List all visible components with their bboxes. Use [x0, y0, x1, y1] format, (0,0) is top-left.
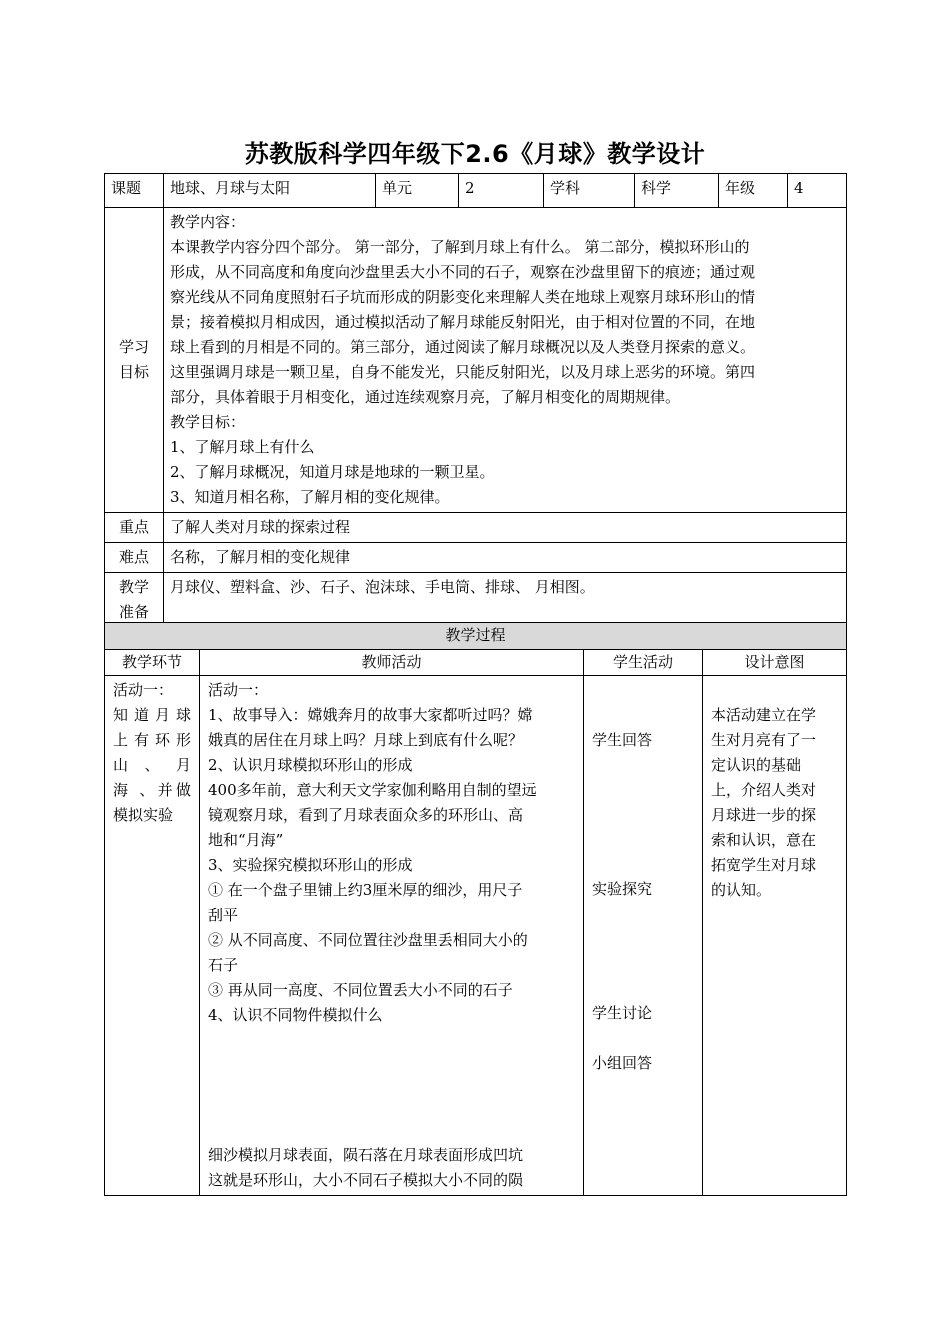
- intent-line: 的认知。: [711, 881, 772, 899]
- goal-item: 3、知道月相名称，了解月相的变化规律。: [170, 488, 450, 506]
- objectives-content: [164, 208, 847, 513]
- process-title: 教学过程: [105, 623, 847, 650]
- teacher-line: 地和“月海”: [208, 831, 284, 849]
- column-header: 教师活动: [200, 650, 584, 676]
- unit-label: 单元: [376, 174, 459, 208]
- preparation-label: 教学 准备: [105, 573, 164, 627]
- teacher-line: ② 从不同高度、不同位置往沙盘里丢相同大小的: [208, 931, 528, 949]
- stage-line: 模拟实验: [113, 806, 174, 824]
- difficulty-label: 难点: [105, 543, 164, 573]
- objectives-label: 学习 目标: [105, 208, 164, 513]
- grade-label: 年级: [719, 174, 788, 208]
- intent-line: 索和认识，意在: [711, 831, 817, 849]
- page-title: 苏教版科学四年级下2.6《月球》教学设计: [244, 140, 706, 168]
- stage-line: 活动一：: [113, 681, 174, 699]
- process-header-row: [105, 650, 847, 676]
- process-table: [104, 622, 847, 1196]
- intent-line: 生对月亮有了一: [711, 731, 817, 749]
- teacher-line: 镜观察月球，看到了月球表面众多的环形山、高: [208, 806, 524, 824]
- header-row: [105, 174, 847, 208]
- teacher-line: 石子: [208, 956, 239, 974]
- subject-value: 科学: [635, 174, 719, 208]
- content-line: 察光线从不同角度照射石子坑而形成的阴影变化来理解人类在地球上观察月球环形山的情: [170, 288, 756, 306]
- intent-line: 上，介绍人类对: [711, 781, 817, 799]
- content-heading: 教学内容：: [170, 213, 246, 231]
- teacher-activity-cell: [200, 676, 584, 1196]
- content-line: 形成，从不同高度和角度向沙盘里丢大小不同的石子，观察在沙盘里留下的痕迹；通过观: [170, 263, 756, 281]
- content-line: 球上看到的月相是不同的。第三部分，通过阅读了解月球概况以及人类登月探索的意义。: [170, 338, 756, 356]
- key-point-value: 了解人类对月球的探索过程: [164, 513, 847, 543]
- teacher-line: 4、认识不同物件模拟什么: [208, 1006, 383, 1024]
- grade-value: 4: [788, 174, 847, 208]
- difficulty-value: 名称，了解月相的变化规律: [164, 543, 847, 573]
- course-info-table: [104, 173, 847, 627]
- stage-line: 上有环形: [113, 731, 191, 749]
- stage-cell: [105, 676, 200, 1196]
- teacher-line: 刮平: [208, 906, 239, 924]
- student-activity: 学生回答: [592, 731, 653, 749]
- preparation-value: 月球仪、塑料盒、沙、石子、泡沫球、手电筒、排球、 月相图。: [164, 573, 847, 627]
- teacher-line: 400多年前，意大利天文学家伽利略用自制的望远: [208, 781, 537, 799]
- content-line: 本课教学内容分四个部分。 第一部分，了解到月球上有什么。 第二部分，模拟环形山的: [170, 238, 750, 256]
- stage-line: 山 、 月: [113, 756, 191, 774]
- intent-line: 月球进一步的探: [711, 806, 817, 824]
- student-activity-cell: [584, 676, 703, 1196]
- topic-label: 课题: [105, 174, 164, 208]
- difficulty-row: [105, 543, 847, 573]
- teacher-line: 1、故事导入：嫦娥奔月的故事大家都听过吗？嫦: [208, 706, 533, 724]
- unit-value: 2: [459, 174, 544, 208]
- teacher-line: ① 在一个盘子里铺上约3厘米厚的细沙，用尺子: [208, 881, 523, 899]
- student-activity: 实验探究: [592, 880, 653, 898]
- activity-row: [105, 676, 847, 1196]
- preparation-row: [105, 573, 847, 627]
- design-intent-cell: [703, 676, 847, 1196]
- intent-line: 本活动建立在学: [711, 706, 817, 724]
- intent-line: 定认识的基础: [711, 756, 802, 774]
- goal-item: 2、了解月球概况，知道月球是地球的一颗卫星。: [170, 463, 495, 481]
- topic-value: 地球、月球与太阳: [164, 174, 376, 208]
- process-title-row: [105, 623, 847, 650]
- key-point-label: 重点: [105, 513, 164, 543]
- teacher-line: ③ 再从同一高度、不同位置丢大小不同的石子: [208, 981, 513, 999]
- teacher-line: 2、认识月球模拟环形山的形成: [208, 756, 413, 774]
- content-line: 景；接着模拟月相成因，通过模拟活动了解月球能反射阳光，由于相对位置的不同，在地: [170, 313, 756, 331]
- content-line: 这里强调月球是一颗卫星，自身不能发光，只能反射阳光，以及月球上恶劣的环境。第四: [170, 363, 756, 381]
- content-line: 部分，具体着眼于月相变化，通过连续观察月亮，了解月相变化的周期规律。: [170, 388, 681, 406]
- subject-label: 学科: [544, 174, 635, 208]
- goals-heading: 教学目标：: [170, 413, 246, 431]
- teacher-line: 细沙模拟月球表面，陨石落在月球表面形成凹坑: [208, 1146, 524, 1164]
- column-header: 设计意图: [703, 650, 847, 676]
- teacher-line: 娥真的居住在月球上吗？月球上到底有什么呢？: [208, 731, 524, 749]
- teacher-line: 3、实验探究模拟环形山的形成: [208, 856, 413, 874]
- student-activity: 小组回答: [592, 1054, 653, 1072]
- stage-line: 海 、并做: [113, 781, 191, 799]
- column-header: 教学环节: [105, 650, 200, 676]
- goal-item: 1、了解月球上有什么: [170, 438, 315, 456]
- teacher-line: 这就是环形山，大小不同石子模拟大小不同的陨: [208, 1171, 524, 1189]
- objectives-row: [105, 208, 847, 513]
- intent-line: 拓宽学生对月球: [711, 856, 817, 874]
- student-activity: 学生讨论: [592, 1004, 653, 1022]
- key-point-row: [105, 513, 847, 543]
- teacher-line: 活动一：: [208, 681, 269, 699]
- stage-line: 知道月球: [113, 706, 191, 724]
- teacher-blank-space: [208, 1028, 577, 1143]
- column-header: 学生活动: [584, 650, 703, 676]
